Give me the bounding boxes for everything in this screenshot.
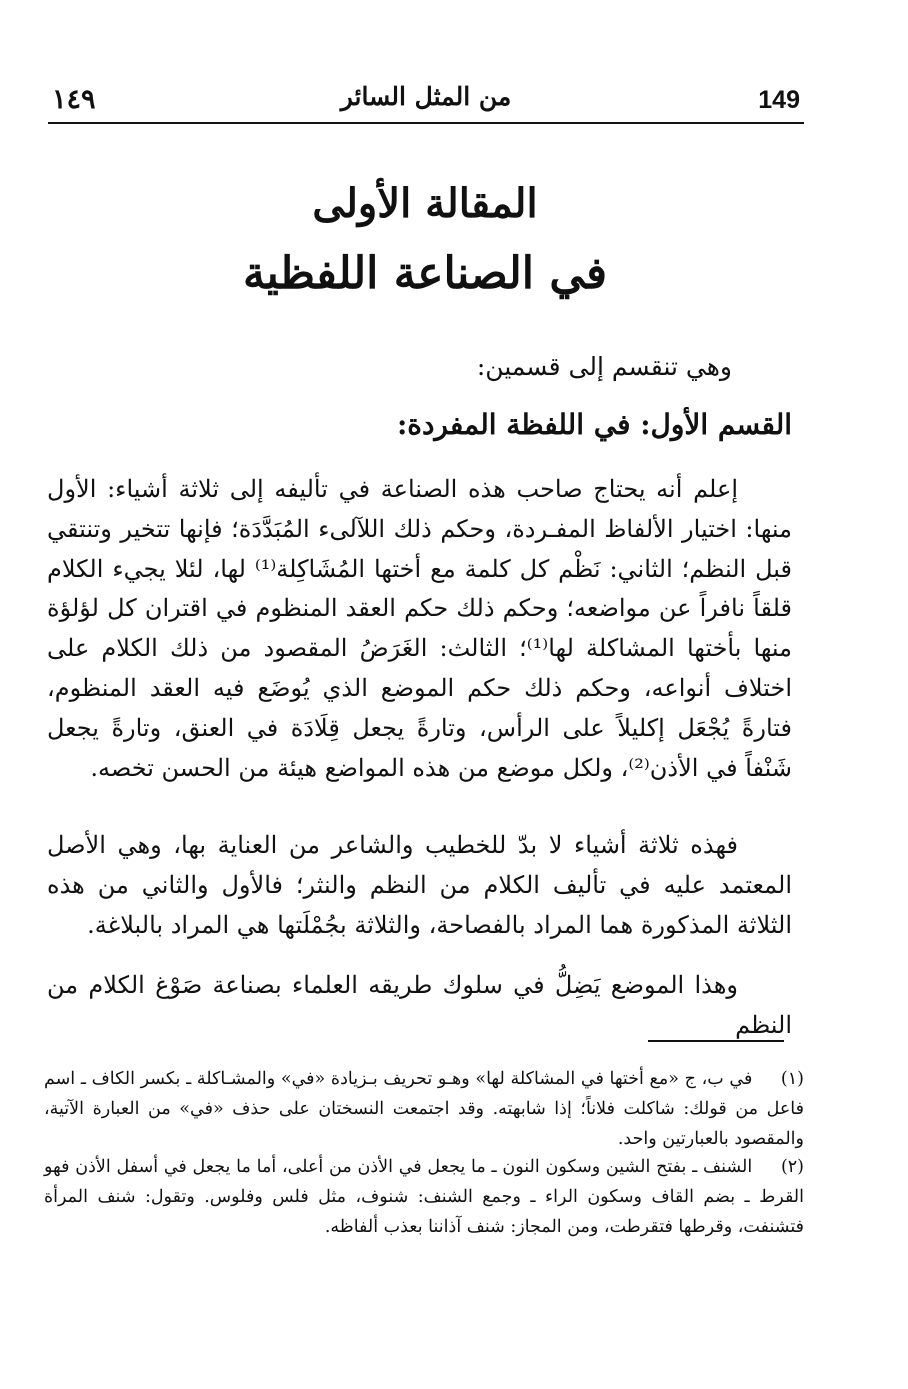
footnote-2	[44, 1152, 804, 1242]
chapter-subtitle: في الصناعة اللفظية	[242, 248, 608, 299]
paragraph-1: إعلم أنه يحتاج صاحب هذه الصناعة في تأليفه إلى ثلاثة أشياء: الأول منها: اختيار الألفاظ المفـردة، وحكم ذلك اللآلىء المُبَدَّدَة؛ فإنها تتخير وتنتقي قبل النظم؛ الثاني: نَظْم كل كلمة مع أختها المُشَاكِلة⁽¹⁾ لها، لئلا يجيء الكلام قلقاً نافراً عن مواضعه؛ وحكم ذلك حكم العقد المنظوم في اقتران كل لؤلؤة منها بأختها المشاكلة لها⁽¹⁾؛ الثالث: الغَرَضُ المقصود من ذلك الكلام على اختلاف أنواعه، وحكم ذلك حكم الموضع الذي يُوضَع فيه العقد المنظوم، فتارةً يُجْعَل إكليلاً على الرأس، وتارةً يجعل قِلَادَة في العنق، وتارةً يجعل شَنْفاً في الأذن⁽²⁾، ولكل موضع من هذه المواضع هيئة من الحسن تخصه.	[47, 475, 792, 782]
paragraph-2: فهذه ثلاثة أشياء لا بدّ للخطيب والشاعر من العناية بها، وهي الأصل المعتمد عليه في تأليف الكلام من النظم والنثر؛ فالأول والثاني من هذه الثلاثة المذكورة هما المراد بالفصاحة، والثلاثة بجُمْلَتها هي المراد بالبلاغة.	[47, 831, 792, 939]
footnote-1	[44, 1064, 804, 1154]
running-title: من المثل السائر	[340, 82, 512, 111]
page-number-arabic: ١٤٩	[52, 84, 96, 115]
page-number-latin: 149	[758, 86, 800, 114]
section-heading: القسم الأول: في اللفظة المفردة:	[396, 408, 792, 441]
footnote-2-mark: (٢)	[780, 1157, 804, 1177]
chapter-title: المقالة الأولى	[312, 180, 538, 227]
footnote-2-text: الشنف ـ بفتح الشين وسكون النون ـ ما يجعل في الأذن من أعلى، أما ما يجعل في أسفل الأذن فهو القرط ـ بضم القاف وسكون الراء ـ وجمع الشنف: شنوف، مثل فلس وفلوس. وتقول: شنف المرأة فتشنفت، وقرطها فتقرطت، ومن المجاز: شنف آذاننا بعذب ألفاظه.	[44, 1157, 804, 1237]
footnote-1-mark: (١)	[780, 1069, 804, 1089]
footnote-separator	[648, 1040, 784, 1042]
paragraph-3: وهذا الموضع يَضِلُّ في سلوك طريقه العلماء بصناعة صَوْغ الكلام من النظم	[47, 971, 792, 1039]
page-header	[48, 82, 804, 124]
intro-line: وهي تنقسم إلى قسمين:	[476, 352, 732, 381]
footnote-1-text: في ب، ج «مع أختها في المشاكلة لها» وهـو تحريف بـزيادة «في» والمشـاكلة ـ بكسر الكاف ـ اسم فاعل من قولك: شاكلت فلاناً؛ إذا شابهته. وقد اجتمعت النسختان على حذف «في» من العبارة الآتية، والمقصود بالعبارتين واحد.	[44, 1069, 804, 1149]
